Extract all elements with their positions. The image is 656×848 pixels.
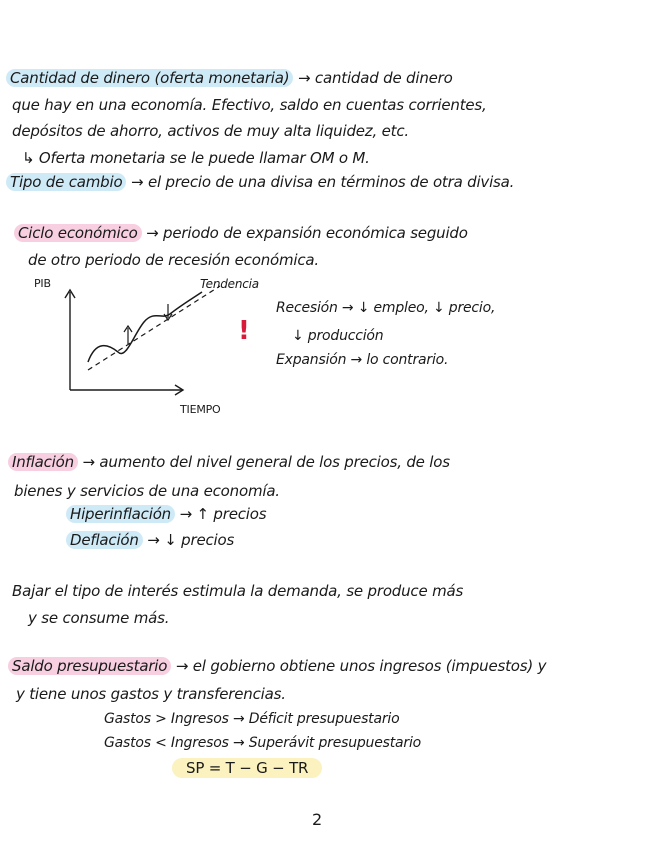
business-cycle-sketch (30, 274, 260, 420)
budget-definition-start: → el gobierno obtiene unos ingresos (impuestos) y (175, 657, 547, 675)
cycle-definition-line-1 (14, 223, 468, 243)
money-definition-start: → cantidad de dinero (297, 69, 453, 87)
money-definition-line-1 (6, 68, 453, 88)
warning-icon: ! (238, 316, 250, 346)
hyperinflation-term-highlight: Hiperinflación (66, 505, 175, 523)
hyperinflation-line (66, 504, 266, 524)
exchange-definition (6, 172, 514, 192)
inflation-definition-line-1 (8, 452, 450, 472)
inflation-definition-start: → aumento del nivel general de los precios, de los (82, 453, 450, 471)
deficit-line: Gastos > Ingresos → Déficit presupuestario (104, 711, 400, 727)
exchange-term-highlight: Tipo de cambio (6, 173, 126, 191)
cycle-definition-line-2: de otro periodo de recesión económica. (28, 251, 319, 269)
money-term-highlight: Cantidad de dinero (oferta monetaria) (6, 69, 293, 87)
cycle-curve (88, 292, 202, 362)
budget-formula (172, 758, 322, 778)
deflation-text: → ↓ precios (147, 531, 235, 549)
business-cycle-graph (30, 274, 260, 420)
deflation-term-highlight: Deflación (66, 531, 143, 549)
interest-line-2: y se consume más. (28, 609, 170, 627)
hyperinflation-text: → ↑ precios (179, 505, 267, 523)
budget-formula-highlight: SP = T − G − TR (172, 758, 322, 778)
page-number: 2 (312, 810, 323, 829)
interest-line-1: Bajar el tipo de interés estimula la demanda, se produce más (12, 582, 464, 600)
budget-term-highlight: Saldo presupuestario (8, 657, 171, 675)
y-axis-label: PIB (34, 277, 51, 290)
money-note: ↳ Oferta monetaria se le puede llamar OM o M. (22, 149, 370, 167)
inflation-term-highlight: Inflación (8, 453, 78, 471)
x-axis-label: TIEMPO (180, 403, 221, 416)
budget-definition-line-1 (8, 656, 546, 676)
recession-line-2: ↓ producción (292, 328, 384, 344)
budget-definition-line-2: y tiene unos gastos y transferencias. (16, 685, 286, 703)
cycle-term-highlight: Ciclo económico (14, 224, 142, 242)
trend-line (88, 286, 220, 370)
money-definition-line-2: que hay en una economía. Efectivo, saldo en cuentas corrientes, (12, 96, 487, 114)
expansion-line: Expansión → lo contrario. (276, 352, 449, 368)
exchange-definition-text: → el precio de una divisa en términos de otra divisa. (131, 173, 515, 191)
inflation-definition-line-2: bienes y servicios de una economía. (14, 482, 280, 500)
deflation-line (66, 530, 234, 550)
trend-label: Tendencia (200, 277, 259, 291)
surplus-line: Gastos < Ingresos → Superávit presupuestario (104, 735, 422, 751)
money-definition-line-3: depósitos de ahorro, activos de muy alta liquidez, etc. (12, 122, 409, 140)
cycle-definition-start: → periodo de expansión económica seguido (146, 224, 468, 242)
recession-line-1: Recesión → ↓ empleo, ↓ precio, (276, 300, 496, 316)
